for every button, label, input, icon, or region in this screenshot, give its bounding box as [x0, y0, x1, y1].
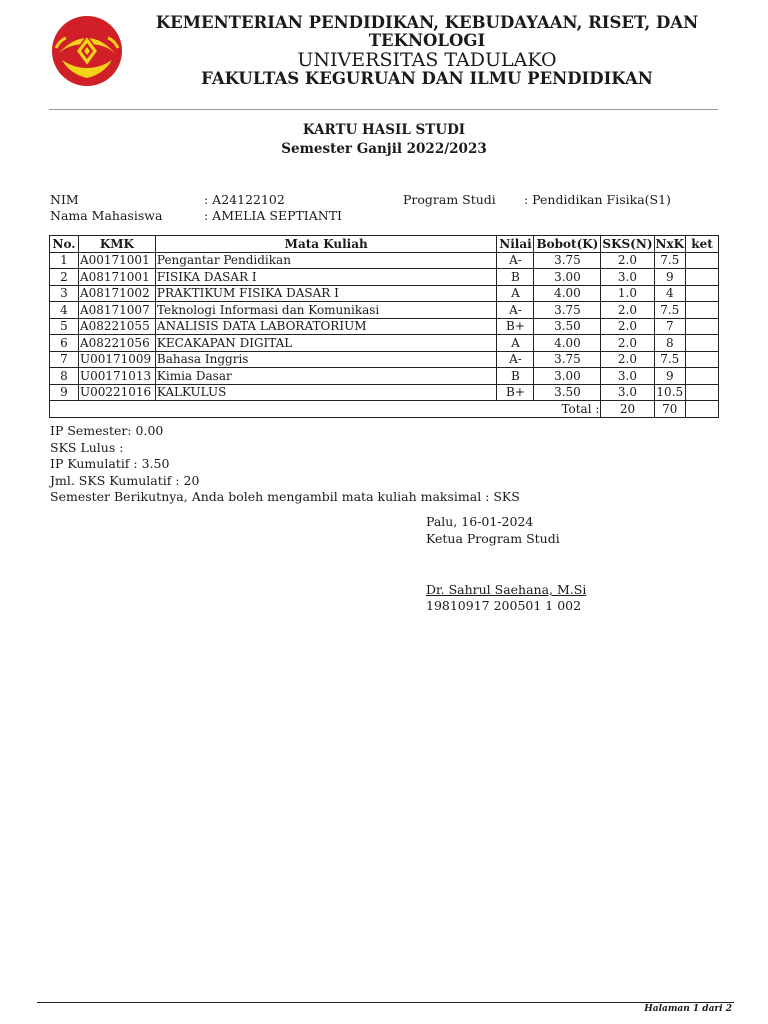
signature-place-date: Palu, 16-01-2024: [426, 514, 534, 529]
row-no: 6: [50, 335, 79, 352]
col-header-ket: ket: [686, 236, 719, 253]
row-nxk: 9: [654, 269, 686, 286]
row-nxk: 10.5: [654, 384, 686, 401]
nim-value: : A24122102: [204, 192, 285, 207]
row-grade: A-: [497, 302, 534, 319]
row-grade: A-: [497, 351, 534, 368]
row-nxk: 9: [654, 368, 686, 385]
row-weight: 3.75: [534, 252, 601, 269]
nim-label: NIM: [50, 192, 79, 207]
row-kmk: A08171002: [78, 285, 155, 302]
row-weight: 3.75: [534, 351, 601, 368]
col-header-kmk: KMK: [78, 236, 155, 253]
table-total-row: [50, 401, 719, 418]
row-course: Bahasa Inggris: [155, 351, 497, 368]
row-nxk: 7.5: [654, 302, 686, 319]
table-row: [50, 302, 719, 319]
row-no: 4: [50, 302, 79, 319]
signature-name: Dr. Sahrul Saehana, M.Si: [426, 582, 587, 597]
table-row: [50, 318, 719, 335]
row-ket: [686, 368, 719, 385]
row-credits: 2.0: [601, 335, 654, 352]
page-number: Halaman 1 dari 2: [644, 1004, 732, 1014]
semester-title: Semester Ganjil 2022/2023: [281, 141, 487, 157]
table-row: [50, 368, 719, 385]
row-credits: 3.0: [601, 269, 654, 286]
row-credits: 1.0: [601, 285, 654, 302]
row-grade: B: [497, 368, 534, 385]
row-course: FISIKA DASAR I: [155, 269, 497, 286]
table-row: [50, 335, 719, 352]
row-kmk: U00171009: [78, 351, 155, 368]
row-no: 9: [50, 384, 79, 401]
header-divider: [49, 109, 718, 110]
table-row: [50, 285, 719, 302]
row-no: 5: [50, 318, 79, 335]
row-kmk: U00221016: [78, 384, 155, 401]
ministry-title-line2: TEKNOLOGI: [368, 31, 486, 50]
row-weight: 3.50: [534, 384, 601, 401]
row-ket: [686, 335, 719, 352]
student-name-label: Nama Mahasiswa: [50, 208, 163, 223]
row-grade: A: [497, 285, 534, 302]
row-ket: [686, 384, 719, 401]
col-header-course: Mata Kuliah: [155, 236, 497, 253]
faculty-name: FAKULTAS KEGURUAN DAN ILMU PENDIDIKAN: [201, 69, 653, 88]
program-value: : Pendidikan Fisika(S1): [524, 192, 671, 207]
row-ket: [686, 252, 719, 269]
footer-divider: [37, 1002, 734, 1003]
row-grade: A-: [497, 252, 534, 269]
row-no: 7: [50, 351, 79, 368]
row-nxk: 7: [654, 318, 686, 335]
row-credits: 3.0: [601, 368, 654, 385]
col-header-credits: SKS(N): [602, 236, 653, 251]
row-kmk: A08171001: [78, 269, 155, 286]
col-header-weight: Bobot(K): [534, 236, 601, 253]
row-weight: 4.00: [534, 335, 601, 352]
universitas-tadulako-logo-icon: [50, 14, 124, 88]
col-header-grade: Nilai: [497, 236, 534, 253]
signature-position: Ketua Program Studi: [426, 531, 560, 546]
program-label: Program Studi: [403, 192, 496, 207]
ip-semester: IP Semester: 0.00: [50, 423, 164, 438]
row-weight: 3.00: [534, 269, 601, 286]
table-row: [50, 252, 719, 269]
row-grade: B+: [497, 384, 534, 401]
row-credits: 3.0: [601, 384, 654, 401]
row-course: Pengantar Pendidikan: [155, 252, 497, 269]
grades-table: [49, 235, 719, 418]
table-row: [50, 269, 719, 286]
row-weight: 3.75: [534, 302, 601, 319]
next-semester-note: Semester Berikutnya, Anda boleh mengambil mata kuliah maksimal : SKS: [50, 489, 520, 504]
row-nxk: 7.5: [654, 252, 686, 269]
row-nxk: 8: [654, 335, 686, 352]
row-course: Kimia Dasar: [155, 368, 497, 385]
row-course: ANALISIS DATA LABORATORIUM: [155, 318, 497, 335]
university-name: UNIVERSITAS TADULAKO: [297, 49, 557, 71]
row-ket: [686, 351, 719, 368]
total-credits: 20: [601, 401, 654, 418]
row-grade: B: [497, 269, 534, 286]
total-nxk: 70: [654, 401, 686, 418]
row-no: 8: [50, 368, 79, 385]
row-credits: 2.0: [601, 302, 654, 319]
total-label: Total :: [50, 401, 601, 418]
row-course: KECAKAPAN DIGITAL: [155, 335, 497, 352]
row-credits: 2.0: [601, 318, 654, 335]
row-course: PRAKTIKUM FISIKA DASAR I: [155, 285, 497, 302]
row-kmk: A08221056: [78, 335, 155, 352]
col-header-nxk: NxK: [655, 236, 685, 251]
row-no: 2: [50, 269, 79, 286]
row-course: KALKULUS: [155, 384, 497, 401]
row-grade: A: [497, 335, 534, 352]
student-name-value: : AMELIA SEPTIANTI: [204, 208, 342, 223]
row-kmk: A08221055: [78, 318, 155, 335]
row-weight: 3.50: [534, 318, 601, 335]
row-ket: [686, 269, 719, 286]
document-title: KARTU HASIL STUDI: [302, 122, 466, 138]
row-nxk: 7.5: [654, 351, 686, 368]
row-credits: 2.0: [601, 351, 654, 368]
col-header-no: No.: [50, 236, 79, 253]
row-kmk: U00171013: [78, 368, 155, 385]
table-header-row: [50, 236, 719, 253]
row-course: Teknologi Informasi dan Komunikasi: [155, 302, 497, 319]
row-no: 1: [50, 252, 79, 269]
signature-nip: 19810917 200501 1 002: [426, 598, 582, 613]
row-ket: [686, 302, 719, 319]
row-weight: 4.00: [534, 285, 601, 302]
ip-kumulatif: IP Kumulatif : 3.50: [50, 456, 170, 471]
row-no: 3: [50, 285, 79, 302]
sks-lulus: SKS Lulus :: [50, 440, 124, 455]
total-ket: [686, 401, 719, 418]
row-grade: B+: [497, 318, 534, 335]
row-ket: [686, 285, 719, 302]
row-weight: 3.00: [534, 368, 601, 385]
table-row: [50, 384, 719, 401]
sks-kumulatif: Jml. SKS Kumulatif : 20: [50, 473, 200, 488]
table-row: [50, 351, 719, 368]
ministry-title-line1: KEMENTERIAN PENDIDIKAN, KEBUDAYAAN, RISET, DAN: [155, 13, 699, 32]
row-kmk: A08171007: [78, 302, 155, 319]
row-nxk: 4: [654, 285, 686, 302]
row-credits: 2.0: [601, 252, 654, 269]
row-kmk: A00171001: [78, 252, 155, 269]
row-ket: [686, 318, 719, 335]
